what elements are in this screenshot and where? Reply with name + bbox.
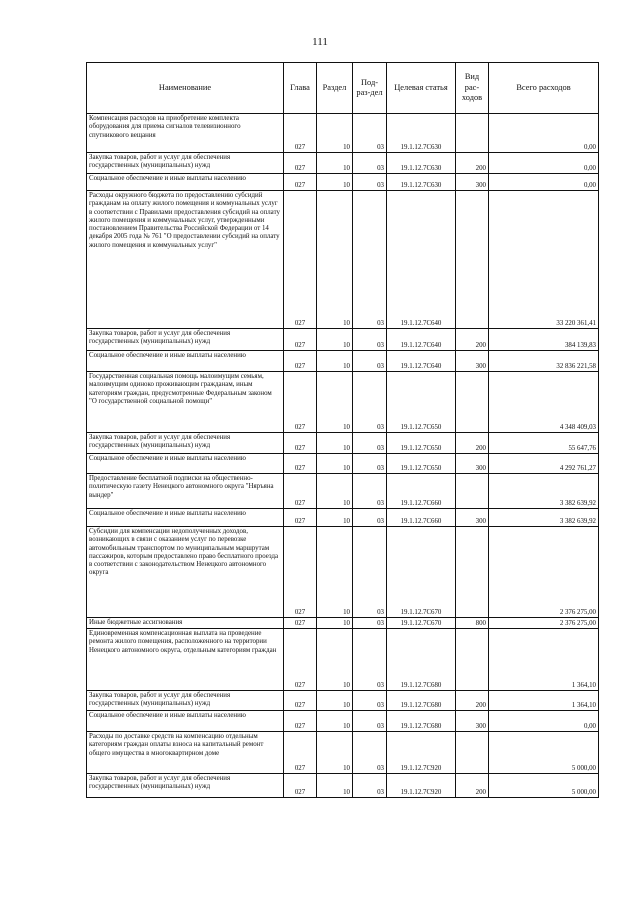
row-name: Единовременная компенсационная выплата на проведение ремонта жилого помещения, расположенного на территории Ненецкого автономного округа, отдельным категориям граждан <box>87 629 284 691</box>
row-section: 10 <box>317 372 353 433</box>
row-name: Социальное обеспечение и иные выплаты населению <box>87 174 284 191</box>
row-total: 0,00 <box>489 174 599 191</box>
table-row <box>87 372 599 433</box>
row-section: 10 <box>317 114 353 153</box>
row-type <box>456 191 489 329</box>
row-name: Социальное обеспечение и иные выплаты населению <box>87 711 284 732</box>
row-subsection: 03 <box>353 433 387 454</box>
row-name: Социальное обеспечение и иные выплаты населению <box>87 351 284 372</box>
row-name: Компенсация расходов на приобретение комплекта оборудования для приема сигналов телевизионного спутникового вещания <box>87 114 284 153</box>
row-target: 19.1.12.7С650 <box>387 372 456 433</box>
row-subsection: 03 <box>353 691 387 711</box>
row-total: 4 292 761,27 <box>489 454 599 474</box>
row-subsection: 03 <box>353 618 387 629</box>
row-subsection: 03 <box>353 372 387 433</box>
row-type: 300 <box>456 454 489 474</box>
row-chapter: 027 <box>284 509 317 527</box>
table-row <box>87 351 599 372</box>
row-section: 10 <box>317 433 353 454</box>
row-subsection: 03 <box>353 329 387 351</box>
row-subsection: 03 <box>353 711 387 732</box>
row-subsection: 03 <box>353 732 387 774</box>
row-chapter: 027 <box>284 329 317 351</box>
table-row <box>87 174 599 191</box>
row-subsection: 03 <box>353 454 387 474</box>
row-total: 1 364,10 <box>489 691 599 711</box>
table-header <box>87 63 599 114</box>
row-chapter: 027 <box>284 114 317 153</box>
table-row <box>87 691 599 711</box>
row-chapter: 027 <box>284 174 317 191</box>
row-section: 10 <box>317 509 353 527</box>
row-subsection: 03 <box>353 114 387 153</box>
table-row <box>87 114 599 153</box>
row-total: 0,00 <box>489 153 599 174</box>
row-target: 19.1.12.7С640 <box>387 351 456 372</box>
header-subsection: Под-раз-дел <box>353 63 387 114</box>
row-type: 200 <box>456 329 489 351</box>
row-total: 32 836 221,58 <box>489 351 599 372</box>
budget-table <box>86 62 599 798</box>
row-subsection: 03 <box>353 153 387 174</box>
row-total: 4 348 409,03 <box>489 372 599 433</box>
row-name: Социальное обеспечение и иные выплаты населению <box>87 454 284 474</box>
row-section: 10 <box>317 732 353 774</box>
row-target: 19.1.12.7С650 <box>387 454 456 474</box>
row-chapter: 027 <box>284 527 317 618</box>
row-type: 300 <box>456 711 489 732</box>
row-target: 19.1.12.7С650 <box>387 433 456 454</box>
row-subsection: 03 <box>353 174 387 191</box>
row-chapter: 027 <box>284 732 317 774</box>
row-chapter: 027 <box>284 618 317 629</box>
row-target: 19.1.12.7С680 <box>387 629 456 691</box>
row-chapter: 027 <box>284 711 317 732</box>
row-target: 19.1.12.7С640 <box>387 329 456 351</box>
row-section: 10 <box>317 774 353 798</box>
row-total: 3 382 639,92 <box>489 509 599 527</box>
row-target: 19.1.12.7С630 <box>387 174 456 191</box>
row-section: 10 <box>317 454 353 474</box>
row-total: 5 000,00 <box>489 774 599 798</box>
row-name: Закупка товаров, работ и услуг для обеспечения государственных (муниципальных) нужд <box>87 433 284 454</box>
row-target: 19.1.12.7С640 <box>387 191 456 329</box>
table-row <box>87 527 599 618</box>
table-row <box>87 711 599 732</box>
row-section: 10 <box>317 174 353 191</box>
row-chapter: 027 <box>284 372 317 433</box>
row-chapter: 027 <box>284 454 317 474</box>
row-section: 10 <box>317 629 353 691</box>
row-chapter: 027 <box>284 691 317 711</box>
row-target: 19.1.12.7С670 <box>387 618 456 629</box>
row-total: 384 139,83 <box>489 329 599 351</box>
row-section: 10 <box>317 691 353 711</box>
row-section: 10 <box>317 474 353 509</box>
row-target: 19.1.12.7С660 <box>387 509 456 527</box>
row-name: Иные бюджетные ассигнования <box>87 618 284 629</box>
header-total: Всего расходов <box>489 63 599 114</box>
row-chapter: 027 <box>284 191 317 329</box>
header-section: Раздел <box>317 63 353 114</box>
row-section: 10 <box>317 711 353 732</box>
row-type: 200 <box>456 153 489 174</box>
row-section: 10 <box>317 618 353 629</box>
row-total: 0,00 <box>489 711 599 732</box>
table-row <box>87 474 599 509</box>
table-row <box>87 774 599 798</box>
row-chapter: 027 <box>284 474 317 509</box>
row-name: Предоставление бесплатной подписки на общественно-политическую газету Ненецкого автономного округа "Няръяна вындер" <box>87 474 284 509</box>
row-type: 200 <box>456 433 489 454</box>
row-target: 19.1.12.7С630 <box>387 153 456 174</box>
row-section: 10 <box>317 153 353 174</box>
row-name: Государственная социальная помощь малоимущим семьям, малоимущим одиноко проживающим гражданам, иным категориям граждан, предусмотренные Федеральным законом "О государственной социальной помощи" <box>87 372 284 433</box>
row-subsection: 03 <box>353 509 387 527</box>
row-section: 10 <box>317 191 353 329</box>
row-type: 300 <box>456 174 489 191</box>
row-target: 19.1.12.7С630 <box>387 114 456 153</box>
table-row <box>87 191 599 329</box>
row-subsection: 03 <box>353 351 387 372</box>
row-type <box>456 732 489 774</box>
row-target: 19.1.12.7С920 <box>387 774 456 798</box>
row-type: 200 <box>456 691 489 711</box>
row-target: 19.1.12.7С680 <box>387 691 456 711</box>
row-section: 10 <box>317 527 353 618</box>
row-type: 800 <box>456 618 489 629</box>
row-chapter: 027 <box>284 774 317 798</box>
row-total: 3 382 639,92 <box>489 474 599 509</box>
table-row <box>87 732 599 774</box>
header-target: Целевая статья <box>387 63 456 114</box>
row-chapter: 027 <box>284 153 317 174</box>
row-type: 200 <box>456 774 489 798</box>
row-total: 1 364,10 <box>489 629 599 691</box>
row-total: 55 647,76 <box>489 433 599 454</box>
row-total: 5 000,00 <box>489 732 599 774</box>
row-subsection: 03 <box>353 629 387 691</box>
row-total: 2 376 275,00 <box>489 618 599 629</box>
row-subsection: 03 <box>353 527 387 618</box>
row-subsection: 03 <box>353 191 387 329</box>
table-row <box>87 618 599 629</box>
row-name: Закупка товаров, работ и услуг для обеспечения государственных (муниципальных) нужд <box>87 329 284 351</box>
row-target: 19.1.12.7С670 <box>387 527 456 618</box>
table-row <box>87 629 599 691</box>
row-chapter: 027 <box>284 629 317 691</box>
row-total: 0,00 <box>489 114 599 153</box>
page-number: 111 <box>312 36 328 48</box>
table-row <box>87 454 599 474</box>
row-name: Расходы окружного бюджета по предоставлению субсидий гражданам на оплату жилого помещения и коммунальных услуг в соответствии с Правилами предоставления субсидий на оплату жилого помещения и коммунальных услуг, утвержденными постановлением Правительства Российской Федерации от 14 декабря 2005 года № 761 "О предоставлении субсидий на оплату жилого помещения и коммунальных услуг" <box>87 191 284 329</box>
row-subsection: 03 <box>353 774 387 798</box>
table-row <box>87 509 599 527</box>
row-section: 10 <box>317 351 353 372</box>
row-type <box>456 474 489 509</box>
row-type: 300 <box>456 509 489 527</box>
row-target: 19.1.12.7С680 <box>387 711 456 732</box>
row-target: 19.1.12.7С660 <box>387 474 456 509</box>
row-name: Субсидии для компенсации недополученных доходов, возникающих в связи с оказанием услуг по перевозке автомобильным транспортом по муниципальным маршрутам пассажиров, которым предоставлено право бесплатного проезда в соответствии с законодательством Ненецкого автономного округа <box>87 527 284 618</box>
row-section: 10 <box>317 329 353 351</box>
table-row <box>87 433 599 454</box>
header-chapter: Глава <box>284 63 317 114</box>
row-name: Социальное обеспечение и иные выплаты населению <box>87 509 284 527</box>
row-type: 300 <box>456 351 489 372</box>
row-chapter: 027 <box>284 433 317 454</box>
row-name: Закупка товаров, работ и услуг для обеспечения государственных (муниципальных) нужд <box>87 691 284 711</box>
row-type <box>456 372 489 433</box>
row-type <box>456 114 489 153</box>
table-row <box>87 329 599 351</box>
row-total: 2 376 275,00 <box>489 527 599 618</box>
table-row <box>87 153 599 174</box>
row-name: Закупка товаров, работ и услуг для обеспечения государственных (муниципальных) нужд <box>87 774 284 798</box>
row-name: Расходы по доставке средств на компенсацию отдельным категориям граждан оплаты взноса на капитальный ремонт общего имущества в многоквартирном доме <box>87 732 284 774</box>
header-name: Наименование <box>87 63 284 114</box>
row-target: 19.1.12.7С920 <box>387 732 456 774</box>
row-type <box>456 527 489 618</box>
row-total: 33 220 361,41 <box>489 191 599 329</box>
header-type: Вид рас-ходов <box>456 63 489 114</box>
row-chapter: 027 <box>284 351 317 372</box>
row-type <box>456 629 489 691</box>
row-name: Закупка товаров, работ и услуг для обеспечения государственных (муниципальных) нужд <box>87 153 284 174</box>
row-subsection: 03 <box>353 474 387 509</box>
